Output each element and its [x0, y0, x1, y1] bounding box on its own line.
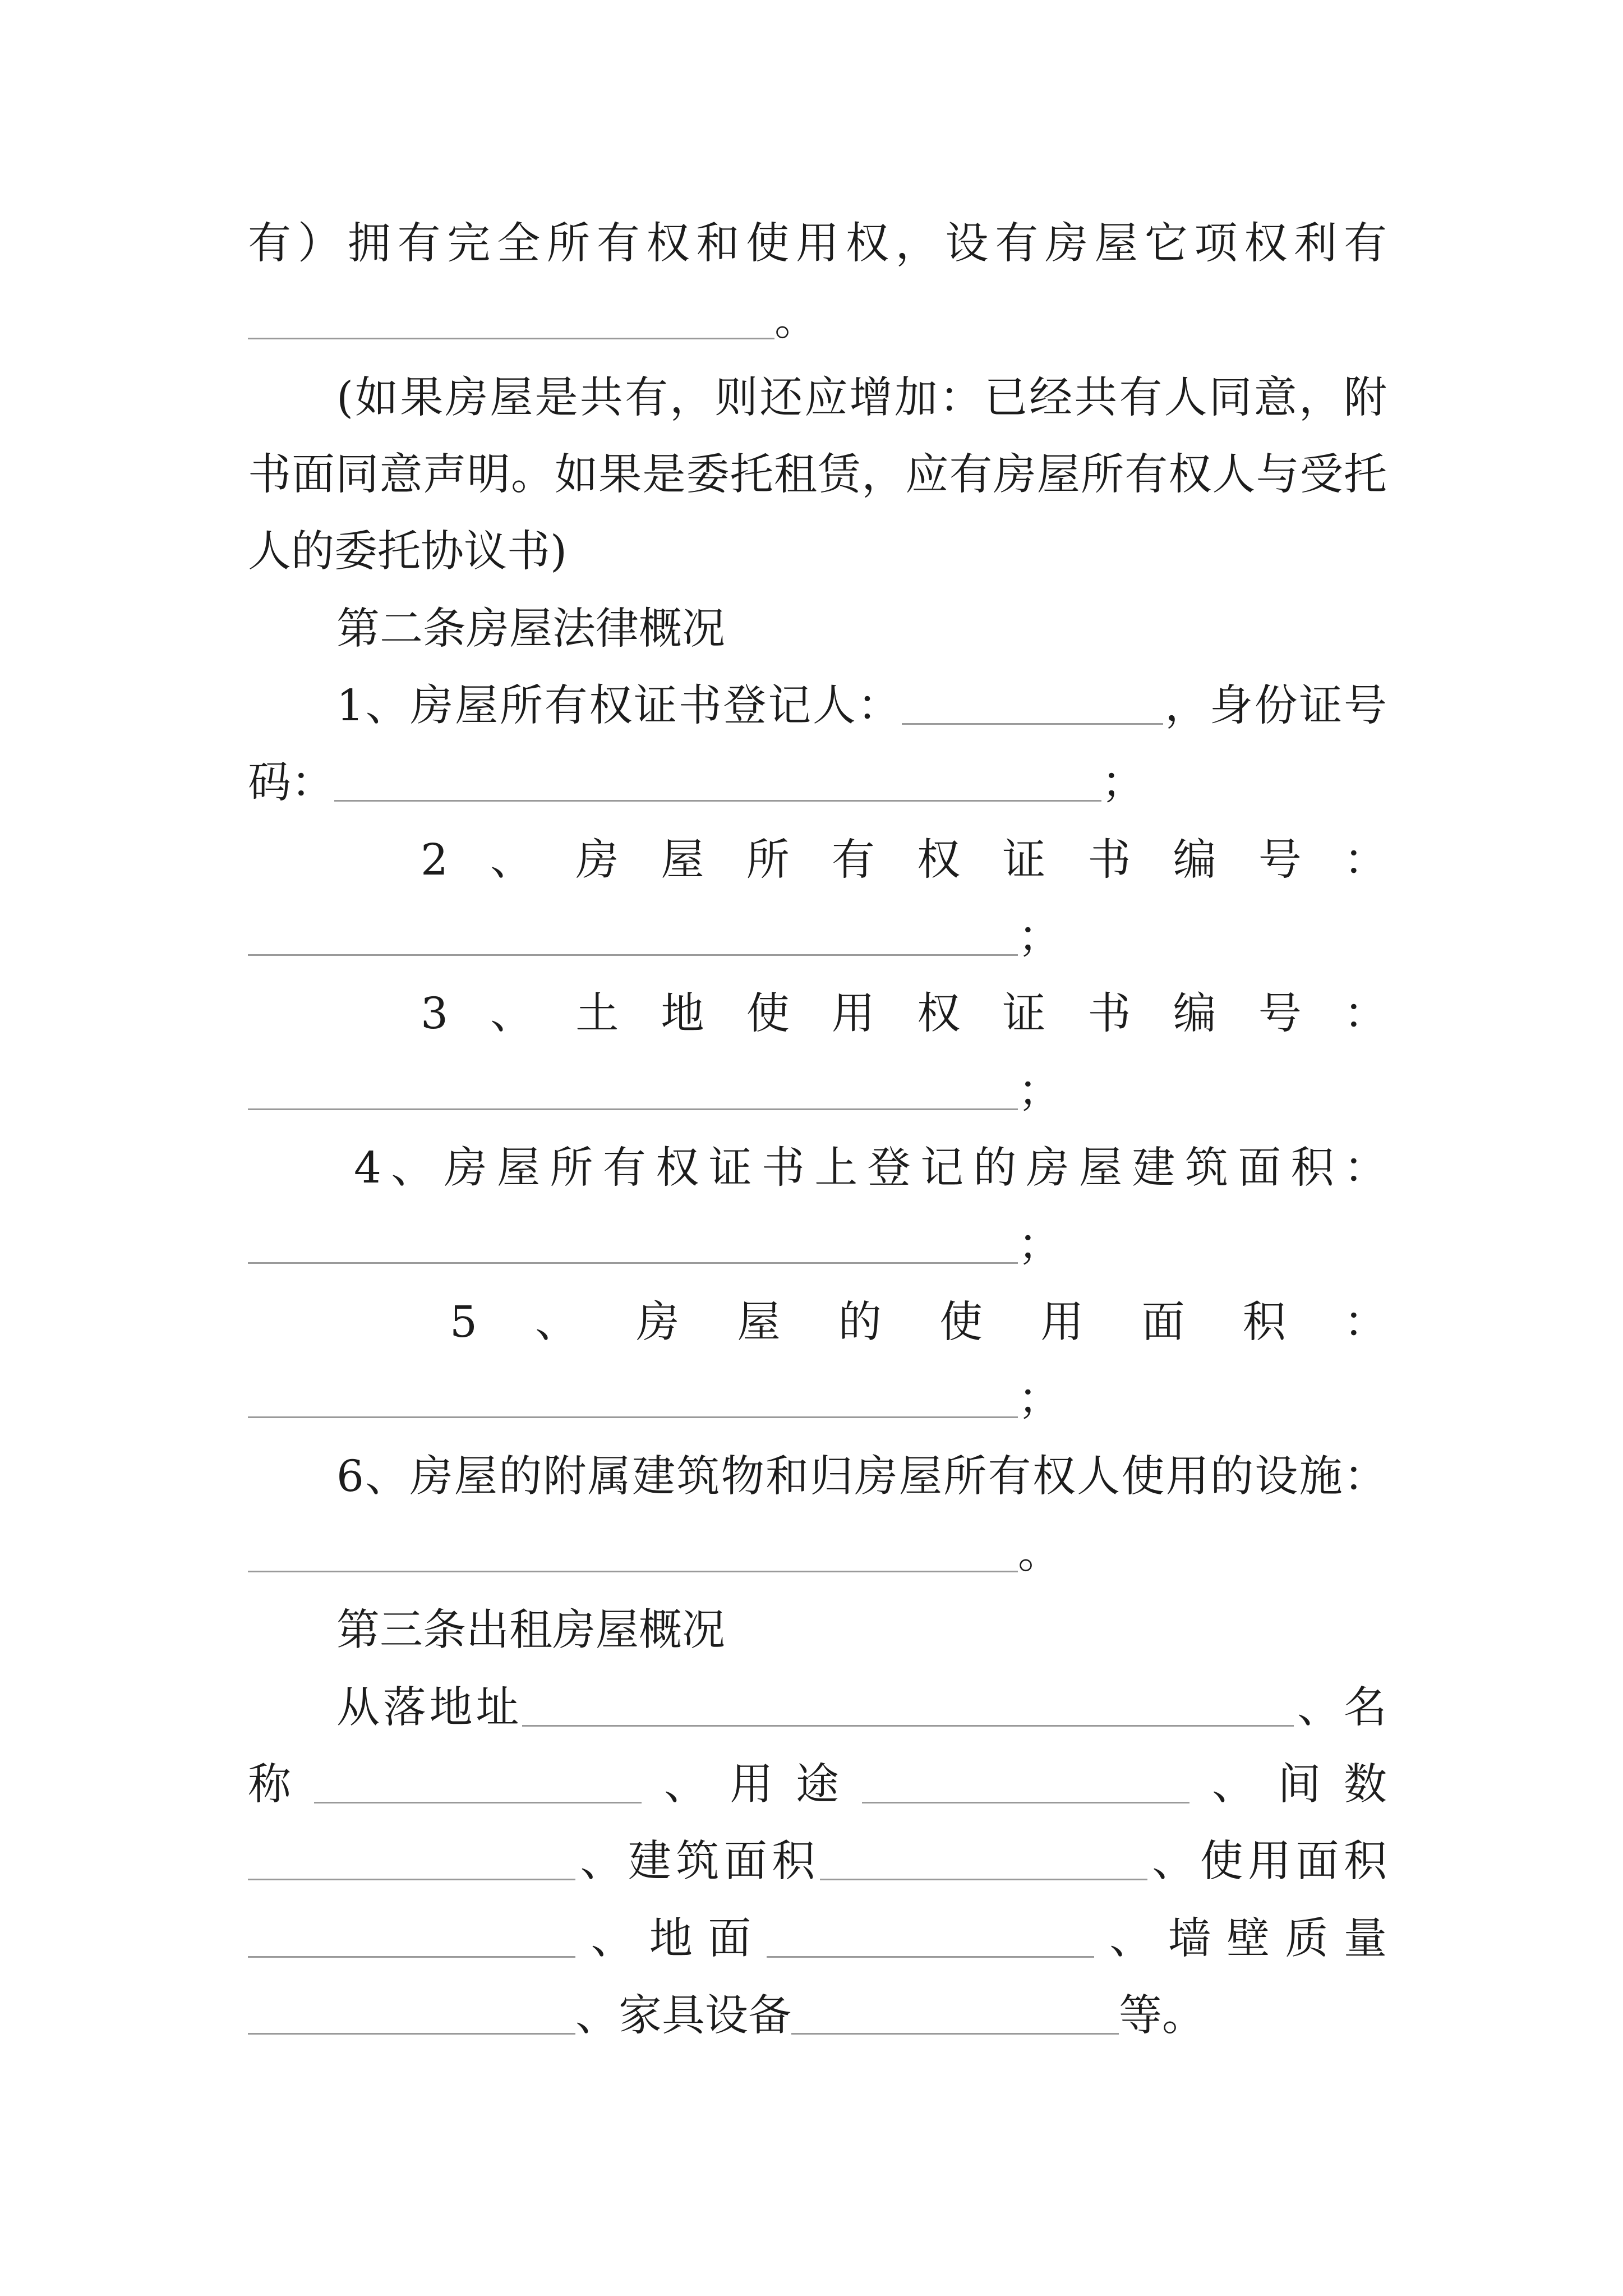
land-use-certificate-line	[248, 1053, 1387, 1130]
furniture-blank	[791, 2027, 1119, 2035]
floor-label: 、地面	[575, 1913, 767, 1964]
land-use-certificate-label: 3、土地使用权证书编号：	[421, 989, 1387, 1039]
line-end-punctuation: ；	[1101, 758, 1145, 808]
line-end-punctuation: ；	[1018, 1220, 1061, 1271]
certificate-number-label: 2、房屋所有权证书编号：	[421, 835, 1387, 885]
wall-quality-blank	[248, 2027, 575, 2035]
line-end-punctuation: ；	[1018, 1066, 1061, 1116]
registrant-blank	[902, 717, 1163, 725]
usable-area-line	[248, 1361, 1387, 1438]
floor-area-label: 、建筑面积	[575, 1837, 820, 1887]
usable-area-label: 、使用面积	[1147, 1837, 1387, 1887]
room-count-label: 、间数	[1189, 1759, 1387, 1810]
usable-area-blank	[248, 1411, 1018, 1418]
ancillary-facilities-line	[248, 1515, 1387, 1592]
co-ownership-note-line-2: 书面同意声明。如果是委托租赁，应有房屋所有权人与受托	[248, 450, 1387, 500]
premises-row-areas	[248, 1823, 1387, 1900]
name-blank	[314, 1796, 642, 1803]
registered-floor-area-label: 4、房屋所有权证书上登记的房屋建筑面积：	[354, 1143, 1387, 1194]
certificate-number-blank	[248, 949, 1018, 956]
clause-three-heading: 第三条出租房屋概况	[336, 1605, 725, 1656]
registrant-line	[248, 668, 1387, 744]
name-label-end: 称	[248, 1759, 314, 1810]
ownership-statement-line: 有）拥有完全所有权和使用权，设有房屋它项权利有	[248, 219, 1387, 269]
name-label-start: 、名	[1294, 1682, 1387, 1733]
id-number-line	[248, 744, 1387, 821]
co-ownership-note-line-1: (如果房屋是共有，则还应增加：已经共有人同意，附	[336, 372, 1387, 423]
floor-blank	[767, 1950, 1094, 1958]
land-use-certificate-blank	[248, 1103, 1018, 1110]
co-ownership-note-line-3: 人的委托协议书)	[248, 527, 568, 577]
premises-row-name-use-rooms	[248, 1746, 1387, 1823]
use-blank	[862, 1796, 1189, 1803]
use-label: 、用途	[641, 1759, 862, 1810]
ancillary-facilities-blank	[248, 1565, 1018, 1572]
premises-row-floor-walls	[248, 1901, 1387, 1977]
id-number-label-end: 码：	[248, 758, 334, 808]
id-number-blank	[334, 794, 1101, 802]
other-rights-blank-line	[248, 282, 1387, 359]
address-label: 从落地址	[336, 1682, 523, 1733]
room-count-blank	[248, 1873, 575, 1880]
floor-area-blank	[820, 1873, 1147, 1880]
premises-row-furniture	[248, 1977, 1387, 2054]
registrant-label: 1、房屋所有权证书登记人：	[336, 681, 902, 731]
usable-area-blank	[248, 1950, 575, 1958]
wall-quality-label: 、墙壁质量	[1094, 1913, 1387, 1964]
contract-page-body	[248, 205, 1387, 2054]
usable-area-label: 5、房屋的使用面积：	[450, 1297, 1387, 1347]
address-blank	[522, 1719, 1294, 1727]
clause-two-heading: 第二条房屋法律概况	[336, 604, 725, 654]
line-end-punctuation: ；	[1018, 912, 1061, 963]
registered-floor-area-blank	[248, 1257, 1018, 1264]
registered-floor-area-line	[248, 1207, 1387, 1283]
row-end-text: 等。	[1119, 1990, 1205, 2041]
other-rights-blank	[248, 332, 774, 339]
certificate-number-line	[248, 899, 1387, 976]
line-end-punctuation: ；	[1018, 1374, 1061, 1425]
premises-row-address	[248, 1669, 1387, 1746]
furniture-label: 、家具设备	[575, 1990, 791, 2041]
ancillary-facilities-label: 6、房屋的附属建筑物和归房屋所有权人使用的设施：	[336, 1451, 1387, 1502]
id-number-label-start: ，身份证号	[1163, 681, 1387, 731]
sentence-end: 。	[774, 296, 818, 346]
line-end-punctuation: 。	[1018, 1528, 1061, 1579]
